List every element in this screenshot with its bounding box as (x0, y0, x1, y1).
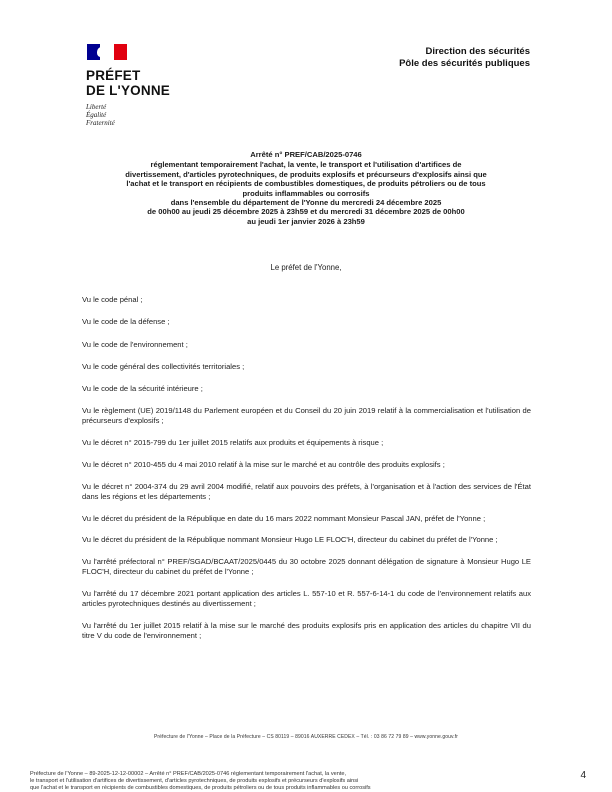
visa-item: Vu le décret n° 2004-374 du 29 avril 2004 modifié, relatif aux pouvoirs des préfets, à l'organisation et à l'action des services de l'État dans les régions et les départements ; (82, 481, 531, 501)
stamp-line: le transport et l'utilisation d'artifices de divertissement, d'articles pyrotechniques, de produits explosifs et précurseurs d'explosifs ainsi (30, 778, 359, 784)
title-line: réglementant temporairement l'achat, la vente, le transport et l'utilisation d'artifices de (150, 160, 462, 170)
visa-item: Vu le code général des collectivités territoriales ; (82, 361, 245, 371)
pole-label: Pôle des sécurités publiques (399, 58, 530, 69)
motto-fraternite: Fraternité (86, 119, 115, 127)
visas-list (82, 295, 531, 653)
title-line: au jeudi 1er janvier 2026 à 23h59 (247, 216, 365, 226)
direction-label: Direction des sécurités (425, 46, 530, 57)
visa-item: Vu le décret du président de la République en date du 16 mars 2022 nommant Monsieur Pascal JAN, préfet de l'Yonne ; (82, 513, 486, 523)
stamp-line: que l'achat et le transport en récipients de combustibles domestiques, de produits pétroliers ou de tous produits inflammables ou corrosifs (30, 785, 371, 791)
decree-title (90, 150, 522, 226)
visa-item: Vu l'arrêté du 17 décembre 2021 portant application des articles L. 557-10 et R. 557-6-14-1 du code de l'environnement relatifs aux articles pyrotechniques destinés au divertissement ; (82, 589, 531, 609)
motto-liberte: Liberté (86, 103, 107, 111)
visa-item: Vu le règlement (UE) 2019/1148 du Parlement européen et du Conseil du 20 juin 2019 relatif à la commercialisation et l'utilisation de précurseurs d'explosifs ; (82, 406, 531, 426)
title-line: dans l'ensemble du département de l'Yonne du mercredi 24 décembre 2025 (170, 198, 442, 208)
title-line: produits inflammables ou corrosifs (242, 188, 370, 198)
logo-line-2: DE L'YONNE (86, 83, 170, 98)
title-line: l'achat et le transport en récipients de combustibles domestiques, de produits pétroliers ou de tous (126, 179, 486, 189)
visa-item: Vu le code pénal ; (82, 295, 143, 304)
title-line: de 00h00 au jeudi 25 décembre 2025 à 23h59 et du mercredi 31 décembre 2025 de 00h00 (147, 207, 465, 217)
prefet-line: Le préfet de l'Yonne, (270, 263, 342, 272)
publication-stamp (30, 771, 530, 792)
visa-item: Vu l'arrêté préfectoral n° PREF/SGAD/BCAAT/2025/0445 du 30 octobre 2025 donnant délégation de signature à Monsieur Hugo LE FLOC'H, directeur du cabinet du préfet de l'Yonne ; (82, 557, 531, 577)
visa-item: Vu le décret n° 2010-455 du 4 mai 2010 relatif à la mise sur le marché et au contrôle des produits explosifs ; (82, 460, 445, 470)
visa-item: Vu le code de la sécurité intérieure ; (82, 384, 203, 394)
department-header (399, 46, 530, 70)
visa-item: Vu le décret du président de la République nommant Monsieur Hugo LE FLOC'H, directeur du cabinet du préfet de l'Yonne ; (82, 535, 498, 545)
logo-title (86, 68, 186, 98)
visa-item: Vu le code de la défense ; (82, 317, 170, 327)
republic-motto (86, 103, 186, 127)
page-number: 4 (580, 770, 586, 781)
visa-item: Vu l'arrêté du 1er juillet 2015 relatif à la mise sur le marché des produits explosifs pris en application des articles du chapitre VII du titre V du code de l'environnement ; (82, 620, 531, 640)
stamp-line: Préfecture de l'Yonne – 89-2025-12-12-00002 – Arrêté n° PREF/CAB/2025-0746 réglementant temporairement l'achat, la vente, (30, 771, 347, 777)
visa-item: Vu le décret n° 2015-799 du 1er juillet 2015 relatifs aux produits et équipements à risque ; (82, 438, 384, 448)
motto-egalite: Égalité (86, 111, 107, 119)
title-line: divertissement, d'articles pyrotechniques, de produits explosifs et précurseurs d'explosifs ainsi que (125, 169, 487, 179)
logo-line-1: PRÉFET (86, 68, 141, 83)
decree-number: Arrêté n° PREF/CAB/2025-0746 (250, 150, 362, 159)
marianne-flag-icon (87, 44, 127, 60)
visa-item: Vu le code de l'environnement ; (82, 339, 188, 349)
page-footer-address: Préfecture de l'Yonne – Place de la Préfecture – CS 80119 – 89016 AUXERRE CEDEX – Tél. : 03 86 72 79 89 – www.yonne.gouv.fr (153, 734, 459, 740)
prefecture-logo (86, 44, 186, 127)
